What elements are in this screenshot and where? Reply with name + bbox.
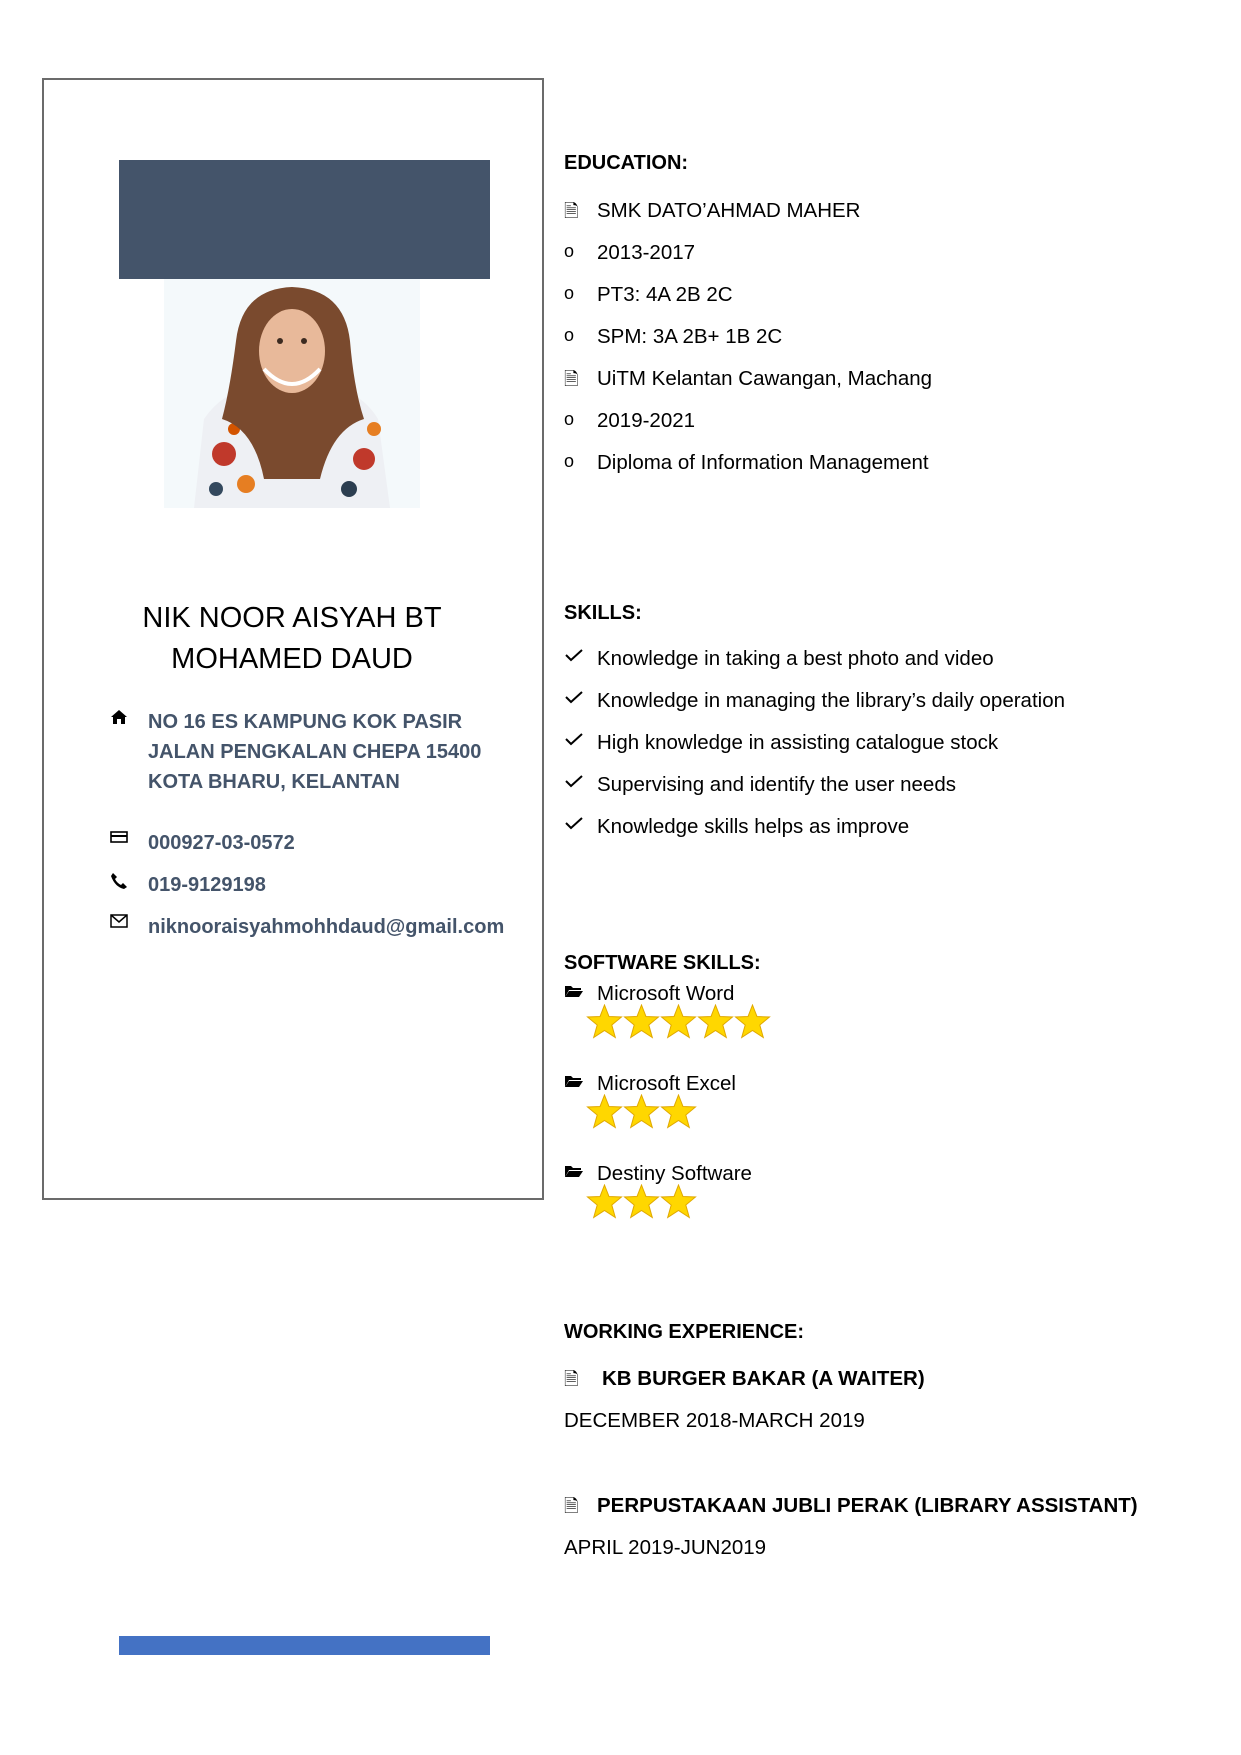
- email-address[interactable]: niknooraisyahmohhdaud@gmail.com: [148, 916, 505, 938]
- star-rating: [586, 1184, 697, 1219]
- work-period: DECEMBER 2018-MARCH 2019: [564, 1409, 865, 1432]
- folder-icon: [564, 1162, 588, 1183]
- work-period: APRIL 2019-JUN2019: [564, 1536, 767, 1559]
- education-text: UiTM Kelantan Cawangan, Machang: [597, 367, 933, 390]
- checkmark-icon: [564, 731, 588, 752]
- envelope-icon: [110, 914, 132, 934]
- work-role: PERPUSTAKAAN JUBLI PERAK (LIBRARY ASSISTANT): [597, 1494, 1138, 1517]
- skill-text: Knowledge in managing the library’s daily operation: [597, 689, 1065, 712]
- star-icon: [660, 1094, 697, 1129]
- software-skills-title: SOFTWARE SKILLS:: [564, 952, 761, 974]
- education-text: Diploma of Information Management: [597, 451, 929, 474]
- education-text: 2013-2017: [597, 241, 696, 264]
- star-icon: [697, 1004, 734, 1039]
- software-name: Microsoft Excel: [597, 1072, 736, 1095]
- checkmark-icon: [564, 815, 588, 836]
- skill-text: Knowledge skills helps as improve: [597, 815, 910, 838]
- education-text: 2019-2021: [597, 409, 696, 432]
- checkmark-icon: [564, 689, 588, 710]
- star-icon: [660, 1004, 697, 1039]
- id-card-icon: [110, 830, 132, 850]
- ic-number: 000927-03-0572: [148, 832, 295, 854]
- phone-number: 019-9129198: [148, 874, 266, 896]
- star-icon: [734, 1004, 771, 1039]
- star-icon: [623, 1004, 660, 1039]
- software-name: Microsoft Word: [597, 982, 735, 1005]
- star-icon: [586, 1094, 623, 1129]
- software-name: Destiny Software: [597, 1162, 752, 1185]
- work-title: WORKING EXPERIENCE:: [564, 1321, 805, 1343]
- star-icon: [623, 1184, 660, 1219]
- star-icon: [586, 1184, 623, 1219]
- circle-bullet-icon: o: [564, 451, 575, 471]
- document-icon: 🗎: [564, 1369, 579, 1389]
- skill-text: Supervising and identify the user needs: [597, 773, 956, 796]
- circle-bullet-icon: o: [564, 283, 575, 303]
- name-line-1: NIK NOOR AISYAH BT: [142, 602, 442, 634]
- candidate-name: [92, 598, 492, 680]
- header-block: [119, 160, 490, 279]
- folder-icon: [564, 1072, 588, 1093]
- skill-text: Knowledge in taking a best photo and video: [597, 647, 994, 670]
- education-text: SMK DATO’AHMAD MAHER: [597, 199, 861, 222]
- education-text: PT3: 4A 2B 2C: [597, 283, 733, 306]
- document-icon: 🗎: [564, 1496, 579, 1516]
- work-role: KB BURGER BAKAR (A WAITER): [602, 1367, 925, 1390]
- folder-icon: [564, 982, 588, 1003]
- star-icon: [660, 1184, 697, 1219]
- address-line-3: KOTA BHARU, KELANTAN: [148, 771, 400, 793]
- skills-title: SKILLS:: [564, 602, 642, 624]
- star-icon: [586, 1004, 623, 1039]
- name-line-2: MOHAMED DAUD: [171, 643, 413, 675]
- star-rating: [586, 1094, 697, 1129]
- document-icon: 🗎: [564, 369, 579, 389]
- home-icon: [110, 709, 132, 729]
- skill-text: High knowledge in assisting catalogue stock: [597, 731, 999, 754]
- address-line-2: JALAN PENGKALAN CHEPA 15400: [148, 741, 482, 763]
- address-line-1: NO 16 ES KAMPUNG KOK PASIR: [148, 711, 463, 733]
- education-title: EDUCATION:: [564, 152, 689, 174]
- footer-bar: [119, 1636, 490, 1655]
- checkmark-icon: [564, 647, 588, 668]
- circle-bullet-icon: o: [564, 241, 575, 261]
- circle-bullet-icon: o: [564, 409, 575, 429]
- circle-bullet-icon: o: [564, 325, 575, 345]
- checkmark-icon: [564, 773, 588, 794]
- profile-photo: [164, 279, 420, 508]
- star-icon: [623, 1094, 660, 1129]
- star-rating: [586, 1004, 771, 1039]
- phone-icon: [110, 872, 132, 892]
- education-text: SPM: 3A 2B+ 1B 2C: [597, 325, 783, 348]
- document-icon: 🗎: [564, 201, 579, 221]
